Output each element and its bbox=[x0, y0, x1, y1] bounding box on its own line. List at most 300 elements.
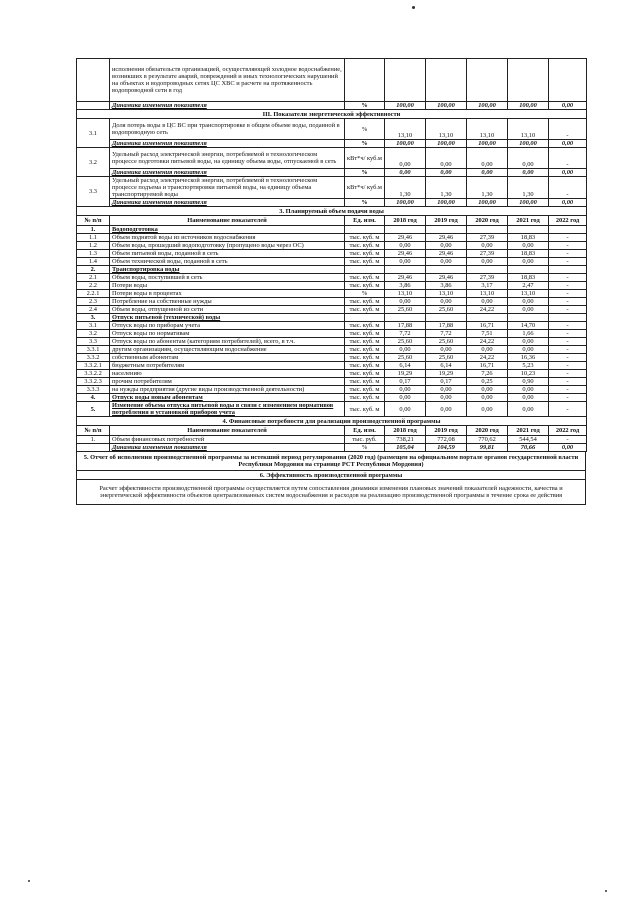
row-number: 3.2 bbox=[77, 330, 110, 338]
report-table bbox=[76, 451, 586, 505]
row-value bbox=[549, 226, 587, 234]
table-row bbox=[77, 242, 587, 250]
table-row bbox=[77, 394, 587, 402]
row-value bbox=[508, 266, 549, 274]
row-number: 3.2 bbox=[77, 148, 110, 177]
dynamics-value: 0,00 bbox=[385, 169, 426, 177]
row-value: 544,54 bbox=[508, 436, 549, 444]
row-unit: тыс. куб. м bbox=[345, 370, 385, 378]
row-value: 10,23 bbox=[508, 370, 549, 378]
row-unit bbox=[345, 314, 385, 322]
row-value: - bbox=[549, 298, 587, 306]
supply-body bbox=[77, 226, 587, 417]
row-value: 0,00 bbox=[508, 258, 549, 266]
row-name: населению bbox=[110, 370, 345, 378]
row-number: 1.2 bbox=[77, 242, 110, 250]
row-value: 18,83 bbox=[508, 250, 549, 258]
row-number: 3.3 bbox=[77, 177, 110, 207]
row-unit: тыс. куб. м bbox=[345, 242, 385, 250]
indicator-value: 1,30 bbox=[426, 177, 467, 199]
finance-table bbox=[76, 416, 587, 452]
row-value: 70,66 bbox=[508, 444, 549, 452]
row-unit: тыс. куб. м bbox=[345, 234, 385, 242]
indicator-value: - bbox=[549, 177, 587, 199]
row-value: 25,60 bbox=[385, 354, 426, 362]
row-number: 3.3.2.3 bbox=[77, 378, 110, 386]
indicator-value: 1,30 bbox=[467, 177, 508, 199]
column-header: 2020 год bbox=[467, 426, 508, 436]
dynamics-label: Динамика изменения показателя bbox=[110, 140, 345, 148]
table-row bbox=[77, 436, 587, 444]
row-name: Объем воды, поступившей в сеть bbox=[110, 274, 345, 282]
row-value: 14,70 bbox=[508, 322, 549, 330]
row-number: 3.3.1 bbox=[77, 346, 110, 354]
row-value: 0,00 bbox=[385, 394, 426, 402]
row-value: - bbox=[549, 402, 587, 417]
column-header: 2022 год bbox=[549, 216, 587, 226]
row-value: 19,29 bbox=[426, 370, 467, 378]
row-name: Потребление на собственные нужды bbox=[110, 298, 345, 306]
row-name: Транспортировка воды bbox=[110, 266, 345, 274]
table-row bbox=[77, 402, 587, 417]
row-value bbox=[467, 314, 508, 322]
row-number: 2.4 bbox=[77, 306, 110, 314]
column-header: 2020 год bbox=[467, 216, 508, 226]
table-row bbox=[77, 234, 587, 242]
row-value: 29,46 bbox=[426, 274, 467, 282]
dynamics-row bbox=[77, 169, 587, 177]
row-value: 1,66 bbox=[508, 330, 549, 338]
section3-body bbox=[77, 119, 587, 207]
row-unit: тыс. куб. м bbox=[345, 386, 385, 394]
row-value: 24,22 bbox=[467, 338, 508, 346]
row-unit: тыс. куб. м bbox=[345, 354, 385, 362]
row-value: 25,60 bbox=[385, 306, 426, 314]
row-value: 16,36 bbox=[508, 354, 549, 362]
dynamics-value: 100,00 bbox=[508, 140, 549, 148]
row-value bbox=[549, 266, 587, 274]
table-row bbox=[77, 354, 587, 362]
column-header: № п/п bbox=[77, 216, 110, 226]
indicator-value: 0,00 bbox=[508, 148, 549, 169]
row-number: 5. bbox=[77, 402, 110, 417]
row-value: 0,17 bbox=[385, 378, 426, 386]
indicator-unit: кВт*ч/ куб.м bbox=[345, 148, 385, 169]
row-value: 25,60 bbox=[426, 338, 467, 346]
top-dyn-row: Динамика изменения показателя % 100,00 100,00 100,00 100,00 0,00 bbox=[77, 102, 587, 110]
row-value: - bbox=[549, 354, 587, 362]
row-value bbox=[467, 226, 508, 234]
row-name: прочим потребителям bbox=[110, 378, 345, 386]
row-unit: тыс. куб. м bbox=[345, 322, 385, 330]
row-value: 0,00 bbox=[508, 242, 549, 250]
row-value: 0,00 bbox=[426, 346, 467, 354]
row-unit: тыс. куб. м bbox=[345, 282, 385, 290]
row-name: Отпуск воды новым абонентам bbox=[110, 394, 345, 402]
table-row bbox=[77, 290, 587, 298]
row-value: 13,10 bbox=[385, 290, 426, 298]
row-value: 99,81 bbox=[467, 444, 508, 452]
scan-speck bbox=[412, 6, 415, 9]
row-value: 3,86 bbox=[385, 282, 426, 290]
row-value: - bbox=[549, 234, 587, 242]
indicator-name: Доля потерь воды в ЦС ВС при транспортировке в общем объеме воды, поданной в водопроводную сеть bbox=[110, 119, 345, 140]
row-value: - bbox=[549, 330, 587, 338]
row-value: 0,00 bbox=[467, 346, 508, 354]
row-value: 0,17 bbox=[426, 378, 467, 386]
column-header: 2019 год bbox=[426, 426, 467, 436]
table-row bbox=[77, 266, 587, 274]
row-unit: тыс. куб. м bbox=[345, 330, 385, 338]
row-value bbox=[426, 266, 467, 274]
row-value: 0,00 bbox=[385, 386, 426, 394]
row-number: 1. bbox=[77, 226, 110, 234]
dynamics-value: 0,00 bbox=[508, 169, 549, 177]
row-number: 3.1 bbox=[77, 322, 110, 330]
dynamics-value: 100,00 bbox=[508, 199, 549, 207]
row-name: собственным абонентам bbox=[110, 354, 345, 362]
row-value: 0,00 bbox=[426, 258, 467, 266]
row-value: - bbox=[549, 362, 587, 370]
table-row bbox=[77, 306, 587, 314]
row-number: 3.3 bbox=[77, 338, 110, 346]
row-number: 3.3.2.2 bbox=[77, 370, 110, 378]
row-value: 29,46 bbox=[385, 250, 426, 258]
row-value: 0,00 bbox=[426, 394, 467, 402]
supply-table bbox=[76, 206, 587, 417]
row-unit: тыс. куб. м bbox=[345, 258, 385, 266]
row-value: 0,00 bbox=[467, 386, 508, 394]
row-name: Объем питьевой воды, поданной в сеть bbox=[110, 250, 345, 258]
row-value: 0,90 bbox=[508, 378, 549, 386]
row-value: 25,60 bbox=[426, 306, 467, 314]
row-value: 7,26 bbox=[467, 370, 508, 378]
row-unit: тыс. руб. bbox=[345, 436, 385, 444]
table-row bbox=[77, 370, 587, 378]
row-value: 16,71 bbox=[467, 362, 508, 370]
row-name: Отпуск воды по нормативам bbox=[110, 330, 345, 338]
indicator-value: 0,00 bbox=[426, 148, 467, 169]
row-number: 2.2 bbox=[77, 282, 110, 290]
dynamics-value: 100,00 bbox=[426, 199, 467, 207]
table-row bbox=[77, 274, 587, 282]
row-name: Отпуск воды по приборам учета bbox=[110, 322, 345, 330]
row-value: 0,00 bbox=[385, 258, 426, 266]
row-value: 24,22 bbox=[467, 354, 508, 362]
row-value bbox=[426, 226, 467, 234]
row-number: 4. bbox=[77, 394, 110, 402]
indicator-value: 13,10 bbox=[508, 119, 549, 140]
row-value: 0,00 bbox=[426, 298, 467, 306]
table-row bbox=[77, 386, 587, 394]
row-name: другим организациям, осуществляющим водоснабжение bbox=[110, 346, 345, 354]
row-name: Объем поднятой воды из источников водоснабжения bbox=[110, 234, 345, 242]
row-value: - bbox=[549, 258, 587, 266]
column-header: 2021 год bbox=[508, 216, 549, 226]
dynamics-unit: % bbox=[345, 169, 385, 177]
indicator-value: 1,30 bbox=[508, 177, 549, 199]
top-desc: исполнения обязательств организацией, осуществляющей холодное водоснабжение, возникших в результате аварий, повреждений и иных технологических нарушений на объектах и водопроводных сетях ЦС ХВС и расчете на протяженность водопроводной сети в год bbox=[110, 59, 345, 102]
row-value: - bbox=[549, 338, 587, 346]
scan-speck bbox=[605, 890, 607, 892]
indicator-row bbox=[77, 148, 587, 169]
row-value: 3,17 bbox=[467, 282, 508, 290]
row-value: 17,88 bbox=[426, 322, 467, 330]
row-value: - bbox=[549, 274, 587, 282]
efficiency-text: Расчет эффективности производственной программы осуществляется путем сопоставления динамики изменения плановых значений показателей надежности, качества и энергетической эффективности объектов централизованных систем водоснабжения и расходов на реализацию производственной программы в течение срока ее действия bbox=[77, 480, 586, 505]
indicator-value: 1,30 bbox=[385, 177, 426, 199]
row-value: 0,00 bbox=[426, 402, 467, 417]
row-number: 3.3.2.1 bbox=[77, 362, 110, 370]
row-unit: тыс. куб. м bbox=[345, 274, 385, 282]
row-value: 0,00 bbox=[508, 394, 549, 402]
row-unit bbox=[345, 226, 385, 234]
indicator-value: 13,10 bbox=[467, 119, 508, 140]
row-name: на нужды предприятия (другие виды производственной деятельности) bbox=[110, 386, 345, 394]
row-value: 29,46 bbox=[426, 250, 467, 258]
indicator-value: 0,00 bbox=[385, 148, 426, 169]
row-name: Объем финансовых потребностей bbox=[110, 436, 345, 444]
table-row bbox=[77, 378, 587, 386]
row-number: 2. bbox=[77, 266, 110, 274]
row-name: Водоподготовка bbox=[110, 226, 345, 234]
row-unit: тыс. куб. м bbox=[345, 298, 385, 306]
row-value: - bbox=[549, 250, 587, 258]
finance-title: 4. Финансовые потребности для реализации производственной программы bbox=[77, 417, 587, 426]
row-value: 0,00 bbox=[467, 394, 508, 402]
dynamics-value: 0,00 bbox=[467, 169, 508, 177]
column-header: 2019 год bbox=[426, 216, 467, 226]
row-name: Объем воды, отпущенной из сети bbox=[110, 306, 345, 314]
row-number: 3.3.3 bbox=[77, 386, 110, 394]
row-value: 0,00 bbox=[426, 386, 467, 394]
row-value: 24,22 bbox=[467, 306, 508, 314]
supply-title: 3. Планируемый объем подачи воды bbox=[77, 207, 587, 216]
row-number: 3.3.2 bbox=[77, 354, 110, 362]
dynamics-value: 0,00 bbox=[426, 169, 467, 177]
row-unit: тыс. куб. м bbox=[345, 394, 385, 402]
row-value: - bbox=[549, 322, 587, 330]
row-value bbox=[467, 266, 508, 274]
dynamics-value: 100,00 bbox=[385, 199, 426, 207]
row-name: Объем технической воды, поданной в сеть bbox=[110, 258, 345, 266]
row-value: 0,00 bbox=[385, 402, 426, 417]
dynamics-value: 100,00 bbox=[385, 140, 426, 148]
row-value: - bbox=[549, 306, 587, 314]
row-name: бюджетным потребителям bbox=[110, 362, 345, 370]
row-value: 18,83 bbox=[508, 234, 549, 242]
document-page bbox=[76, 58, 586, 505]
row-value: 0,00 bbox=[508, 338, 549, 346]
dynamics-value: 100,00 bbox=[467, 199, 508, 207]
row-value bbox=[508, 226, 549, 234]
dynamics-value: 0,00 bbox=[549, 199, 587, 207]
row-value: 105,04 bbox=[385, 444, 426, 452]
table-row bbox=[77, 314, 587, 322]
row-unit: % bbox=[345, 290, 385, 298]
table-row bbox=[77, 330, 587, 338]
dynamics-value: 100,00 bbox=[467, 140, 508, 148]
row-unit: тыс. куб. м bbox=[345, 250, 385, 258]
row-value: 27,39 bbox=[467, 274, 508, 282]
row-value: - bbox=[549, 436, 587, 444]
row-value: 27,39 bbox=[467, 234, 508, 242]
row-name: Потери воды bbox=[110, 282, 345, 290]
row-value bbox=[385, 266, 426, 274]
indicator-value: - bbox=[549, 119, 587, 140]
indicator-name: Удельный расход электрической энергии, потребляемой в технологическом процессе подъема и транспортировки питьевой воды, на единицу объема транспортируемой воды bbox=[110, 177, 345, 199]
row-value: 13,10 bbox=[467, 290, 508, 298]
table-row bbox=[77, 338, 587, 346]
row-value bbox=[426, 314, 467, 322]
row-value bbox=[385, 314, 426, 322]
row-value: 0,00 bbox=[385, 242, 426, 250]
row-value: 738,21 bbox=[385, 436, 426, 444]
row-value: - bbox=[549, 378, 587, 386]
row-value: - bbox=[549, 386, 587, 394]
column-header: Наименование показателей bbox=[110, 426, 345, 436]
indicator-value: - bbox=[549, 148, 587, 169]
supply-header-row bbox=[77, 216, 587, 226]
row-value: 0,00 bbox=[467, 258, 508, 266]
row-value: 2,47 bbox=[508, 282, 549, 290]
row-value: 7,72 bbox=[385, 330, 426, 338]
row-value: 16,71 bbox=[467, 322, 508, 330]
row-value: - bbox=[549, 290, 587, 298]
row-value: - bbox=[549, 370, 587, 378]
row-number: 1.4 bbox=[77, 258, 110, 266]
column-header: № п/п bbox=[77, 426, 110, 436]
column-header: 2018 год bbox=[385, 216, 426, 226]
row-value: 0,00 bbox=[467, 298, 508, 306]
row-value: - bbox=[549, 282, 587, 290]
row-number: 1. bbox=[77, 436, 110, 444]
dynamics-label: Динамика изменения показателя bbox=[110, 199, 345, 207]
row-value: 0,00 bbox=[508, 298, 549, 306]
indicator-row bbox=[77, 177, 587, 199]
report-text: 5. Отчет об исполнении производственной программы за истекший период регулирования (2020 год) (размещен на официальном портале органов государственной власти Республики Мордовия на странице РСТ Республики Мордовия) bbox=[77, 452, 586, 471]
row-value: 0,00 bbox=[385, 298, 426, 306]
row-value: 25,60 bbox=[385, 338, 426, 346]
row-value: - bbox=[549, 242, 587, 250]
row-value: 104,59 bbox=[426, 444, 467, 452]
row-unit: тыс. куб. м bbox=[345, 378, 385, 386]
column-header: Наименование показателей bbox=[110, 216, 345, 226]
row-number: 1.3 bbox=[77, 250, 110, 258]
indicator-unit: кВт*ч/ куб.м bbox=[345, 177, 385, 199]
dynamics-value: 0,00 bbox=[549, 169, 587, 177]
row-value: 0,25 bbox=[467, 378, 508, 386]
row-number: 3.1 bbox=[77, 119, 110, 148]
row-value: 13,10 bbox=[508, 290, 549, 298]
row-value: 0,00 bbox=[508, 402, 549, 417]
row-number: 2.1 bbox=[77, 274, 110, 282]
row-value: 18,83 bbox=[508, 274, 549, 282]
row-value: 0,00 bbox=[508, 306, 549, 314]
scan-speck bbox=[28, 880, 30, 882]
row-name: Отпуск воды по абонентам (категориям потребителей), всего, в т.ч. bbox=[110, 338, 345, 346]
table-row bbox=[77, 346, 587, 354]
indicator-value: 13,10 bbox=[385, 119, 426, 140]
row-name: Изменение объема отпуска питьевой воды в связи с изменением нормативов потребления и установкой приборов учета bbox=[110, 402, 345, 417]
row-value: 770,62 bbox=[467, 436, 508, 444]
row-number: 1.1 bbox=[77, 234, 110, 242]
row-value: 0,00 bbox=[508, 386, 549, 394]
row-unit bbox=[345, 266, 385, 274]
dynamics-row bbox=[77, 140, 587, 148]
indicator-unit: % bbox=[345, 119, 385, 140]
efficiency-title: 6. Эффективность производственной программы bbox=[77, 471, 586, 480]
row-value: 0,00 bbox=[508, 346, 549, 354]
row-value: 3,86 bbox=[426, 282, 467, 290]
section3-title: III. Показатели энергетической эффективности bbox=[77, 110, 587, 119]
row-value: 29,46 bbox=[426, 234, 467, 242]
row-value: 772,08 bbox=[426, 436, 467, 444]
row-unit: тыс. куб. м bbox=[345, 346, 385, 354]
table-row bbox=[77, 226, 587, 234]
column-header: Ед. изм. bbox=[345, 426, 385, 436]
row-name: Динамика изменения показателя bbox=[110, 444, 345, 452]
row-value: 7,51 bbox=[467, 330, 508, 338]
section3-title-row bbox=[77, 110, 587, 119]
dynamics-label: Динамика изменения показателя bbox=[110, 169, 345, 177]
column-header: Ед. изм. bbox=[345, 216, 385, 226]
row-number: 2.3 bbox=[77, 298, 110, 306]
row-value: 0,00 bbox=[426, 242, 467, 250]
row-unit: тыс. куб. м bbox=[345, 306, 385, 314]
row-unit: тыс. куб. м bbox=[345, 338, 385, 346]
finance-header-row bbox=[77, 426, 587, 436]
table-row bbox=[77, 362, 587, 370]
table-row bbox=[77, 282, 587, 290]
indicator-value: 13,10 bbox=[426, 119, 467, 140]
row-name: Объем воды, прошедший водоподготовку (пропущено воды через ОС) bbox=[110, 242, 345, 250]
table-row bbox=[77, 298, 587, 306]
row-value: - bbox=[549, 394, 587, 402]
row-number: 3. bbox=[77, 314, 110, 322]
dynamics-value: 100,00 bbox=[426, 140, 467, 148]
row-value bbox=[549, 314, 587, 322]
row-value bbox=[385, 226, 426, 234]
row-name: Потери воды в процентах bbox=[110, 290, 345, 298]
table-row bbox=[77, 258, 587, 266]
finance-body bbox=[77, 436, 587, 452]
row-unit: тыс. куб. м bbox=[345, 402, 385, 417]
row-value: 19,29 bbox=[385, 370, 426, 378]
row-value: - bbox=[549, 346, 587, 354]
row-value: 0,00 bbox=[467, 402, 508, 417]
indicator-row bbox=[77, 119, 587, 140]
row-value: 7,72 bbox=[426, 330, 467, 338]
row-number: 2.2.1 bbox=[77, 290, 110, 298]
dynamics-unit: % bbox=[345, 140, 385, 148]
table-row bbox=[77, 250, 587, 258]
row-value: 25,60 bbox=[426, 354, 467, 362]
row-value: 5,23 bbox=[508, 362, 549, 370]
row-value: 0,00 bbox=[385, 346, 426, 354]
indicator-value: 0,00 bbox=[467, 148, 508, 169]
dynamics-value: 0,00 bbox=[549, 140, 587, 148]
row-name: Отпуск питьевой (технической) воды bbox=[110, 314, 345, 322]
dynamics-unit: % bbox=[345, 199, 385, 207]
row-value: 29,46 bbox=[385, 274, 426, 282]
row-value: 6,14 bbox=[385, 362, 426, 370]
row-value: 0,00 bbox=[549, 444, 587, 452]
row-unit: тыс. куб. м bbox=[345, 362, 385, 370]
row-value: 13,10 bbox=[426, 290, 467, 298]
indicator-name: Удельный расход электрической энергии, потребляемой в технологическом процессе подготовки питьевой воды, на единицу объема воды, отпускаемой в сеть bbox=[110, 148, 345, 169]
top-continued-row bbox=[77, 59, 587, 102]
